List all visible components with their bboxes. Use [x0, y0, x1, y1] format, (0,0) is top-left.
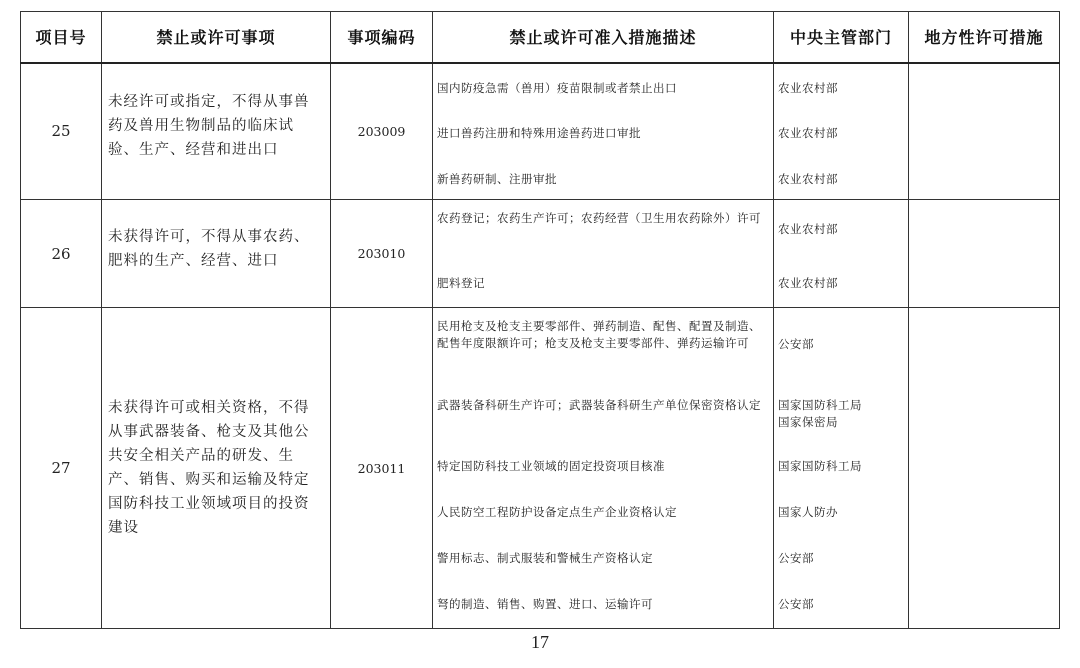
measure-description: 农药登记；农药生产许可；农药经营（卫生用农药除外）许可 — [437, 211, 761, 225]
measure-list — [433, 200, 774, 308]
measure-description: 国内防疫急需（兽用）疫苗限制或者禁止出口 — [437, 80, 677, 95]
department-list — [774, 63, 909, 200]
department-name: 农业农村部 — [778, 276, 838, 290]
page-number: 17 — [531, 632, 549, 652]
measure-description: 人民防空工程防护设备定点生产企业资格认定 — [437, 505, 677, 519]
measure-description: 新兽药研制、注册审批 — [437, 171, 557, 186]
department-name: 公安部 — [778, 551, 814, 565]
department-name: 国家国防科工局 — [778, 459, 862, 473]
header-local-measures: 地方性许可措施 — [909, 12, 1060, 63]
regulation-table-container — [20, 11, 1059, 629]
item-code: 203011 — [331, 308, 433, 629]
item-number: 26 — [21, 200, 102, 308]
local-measures — [909, 308, 1060, 629]
item-number: 25 — [21, 63, 102, 200]
header-central-department: 中央主管部门 — [774, 12, 909, 63]
measure-description: 弩的制造、销售、购置、进口、运输许可 — [437, 597, 653, 611]
measure-list — [433, 308, 774, 629]
measure-description: 肥料登记 — [437, 276, 485, 290]
department-name: 公安部 — [778, 337, 814, 351]
department-name: 国家人防办 — [778, 505, 838, 519]
header-item-code: 事项编码 — [331, 12, 433, 63]
item-code: 203010 — [331, 200, 433, 308]
department-name: 农业农村部 — [778, 171, 838, 186]
department-name: 公安部 — [778, 597, 814, 611]
department-name: 国家国防科工局 国家保密局 — [778, 398, 862, 429]
item-code: 203009 — [331, 63, 433, 200]
table-row — [21, 63, 1060, 200]
table-header-row — [21, 12, 1060, 63]
local-measures — [909, 200, 1060, 308]
item-name: 未获得许可，不得从事农药、肥料的生产、经营、进口 — [102, 200, 331, 308]
header-item-name: 禁止或许可事项 — [102, 12, 331, 63]
item-name: 未获得许可或相关资格，不得从事武器装备、枪支及其他公共安全相关产品的研发、生产、销售、购买和运输及特定国防科技工业领域项目的投资建设 — [102, 308, 331, 629]
measure-description: 警用标志、制式服装和警械生产资格认定 — [437, 551, 653, 565]
department-name: 农业农村部 — [778, 80, 838, 95]
measure-description: 民用枪支及枪支主要零部件、弹药制造、配售、配置及制造、配售年度限额许可；枪支及枪支主要零部件、弹药运输许可 — [437, 319, 761, 350]
regulation-table — [20, 11, 1060, 629]
item-number: 27 — [21, 308, 102, 629]
department-name: 农业农村部 — [778, 125, 838, 140]
measure-list — [433, 63, 774, 200]
department-list — [774, 200, 909, 308]
measure-description: 特定国防科技工业领域的固定投资项目核准 — [437, 459, 665, 473]
table-row — [21, 200, 1060, 308]
item-name: 未经许可或指定，不得从事兽药及兽用生物制品的临床试验、生产、经营和进出口 — [102, 63, 331, 200]
department-list — [774, 308, 909, 629]
measure-description: 武器装备科研生产许可；武器装备科研生产单位保密资格认定 — [437, 398, 761, 412]
department-name: 农业农村部 — [778, 222, 838, 236]
table-row — [21, 308, 1060, 629]
header-item-number: 项目号 — [21, 12, 102, 63]
local-measures — [909, 63, 1060, 200]
header-measure-description: 禁止或许可准入措施描述 — [433, 12, 774, 63]
measure-description: 进口兽药注册和特殊用途兽药进口审批 — [437, 125, 641, 140]
